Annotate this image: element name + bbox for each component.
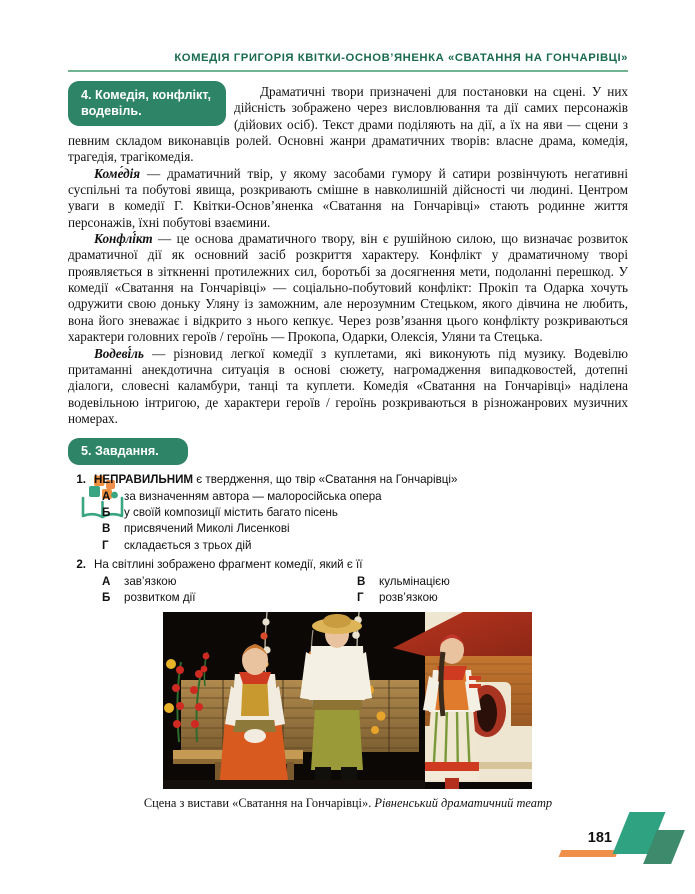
task-1-prompt-strong: НЕПРАВИЛЬНИМ <box>94 473 194 486</box>
task-2-number: 2. <box>76 558 86 571</box>
term-comedy-definition: — драматичний твір, у якому засобами гумору й сатири розвінчують негативні суспільні та побутові явища, розкривають смішне в навколишній дійсності чи людині. Центром уваги в комедії Г. Квітки-Основ’яненка «Сватання на Гончарівці» стають родинне життя персонажів, їхні побутові взаємини. <box>68 165 628 230</box>
task-1-option-g-letter: Г <box>102 538 109 552</box>
task-1-option-v-label: присвячений Миколі Лисенкові <box>124 522 290 536</box>
task-1-prompt-rest: є твердження, що твір «Сватання на Гончарівці» <box>193 473 458 486</box>
task-2-option-a-label: зав’язкою <box>124 574 177 588</box>
section-heading-5: 5. Завдання. <box>68 438 188 465</box>
term-comedy: Коме́дія <box>94 165 141 181</box>
task-2-option-g[interactable] <box>357 590 438 606</box>
task-2-option-b-letter: Б <box>102 590 111 604</box>
task-2-option-b-label: розвитком дії <box>124 590 196 604</box>
theatre-scene-photo <box>163 612 532 789</box>
photo-caption <box>68 796 628 811</box>
task-2-option-v[interactable] <box>357 574 450 590</box>
task-1-option-v-letter: В <box>102 522 111 536</box>
task-2-option-v-letter: В <box>357 574 366 588</box>
task-2 <box>68 557 628 606</box>
task-1-option-b-letter: Б <box>102 505 111 519</box>
term-vaudeville-definition: — різновид легкої комедії з куплетами, які виконують під музику. Водевілю притаманні анекдотична ситуація в основі сюжету, нагромадження випадковостей, дотепні діалоги, словесні каламбури, танці та куплети. Комедія «Сватання на Гончарівці» наділена водевільною інтригою, де характери героїв / героїнь розкриваються в різножанрових музичних номерах. <box>68 345 628 426</box>
task-1-option-b-label: у своїй композиції містить багато пісень <box>124 505 338 519</box>
task-1-option-a-label: за визначенням автора — малоросійська опера <box>124 489 382 503</box>
term-vaudeville: Водеві́ль <box>94 345 144 361</box>
task-1 <box>68 472 628 554</box>
paragraph-vaudeville <box>68 346 628 428</box>
task-2-option-g-letter: Г <box>357 590 364 604</box>
task-2-option-b[interactable] <box>102 590 357 606</box>
task-1-number: 1. <box>76 473 86 486</box>
task-2-option-a-letter: А <box>102 574 111 588</box>
task-1-prompt-text <box>94 472 628 489</box>
task-2-option-a[interactable] <box>102 574 357 590</box>
photo-caption-source: Рівненський драматичний театр <box>374 796 553 810</box>
section-heading-4: 4. Комедія, конфлікт, водевіль. <box>68 81 226 126</box>
task-2-option-row-2 <box>68 590 628 606</box>
running-head: КОМЕДІЯ ГРИГОРІЯ КВІТКИ-ОСНОВ’ЯНЕНКА «СВАТАННЯ НА ГОНЧАРІВЦІ» <box>174 52 628 64</box>
photo-caption-plain: Сцена з вистави «Сватання на Гончарівці». <box>143 796 375 810</box>
task-1-option-a[interactable] <box>68 489 628 505</box>
task-1-option-g[interactable] <box>68 538 628 554</box>
footer-orange-bar-decor <box>559 850 619 857</box>
paragraph-drama-intro: Драматичні твори призначені для постановки на сцені. У них дійсність зображено через висловлювання та дії самих персонажів (дійових осіб). Текст драми поділяють на дії, а їх на яви — сцени з певним складом виконавців ролей. Основні жанри драматичних творів: власне драма, комедія, трагедія, трагікомедія. <box>68 84 628 165</box>
pill-text-wrap-spacer <box>68 84 234 128</box>
task-2-prompt <box>68 557 628 574</box>
task-1-option-b[interactable] <box>68 505 628 521</box>
task-2-prompt-text: На світлині зображено фрагмент комедії, який є її <box>94 558 363 571</box>
task-2-option-g-label: розв’язкою <box>379 590 438 604</box>
paragraph-conflict <box>68 231 628 345</box>
header-rule <box>68 70 628 72</box>
task-1-option-a-letter: А <box>102 489 111 503</box>
term-conflict: Конфлі́кт <box>94 231 153 247</box>
task-2-option-v-label: кульмінацією <box>379 574 450 588</box>
task-2-option-row-1 <box>68 574 628 590</box>
paragraph-comedy <box>68 166 628 231</box>
task-1-prompt <box>68 472 628 489</box>
task-1-option-v[interactable] <box>68 521 628 537</box>
page-number: 181 <box>587 830 612 846</box>
body-text-column <box>68 84 628 427</box>
term-conflict-definition: — це основа драматичного твору, він є рушійною силою, що визначає розвиток драматичної дії як основний засіб розкриття характеру. Конфлікт у драматичному творі проявляється в зіткненні протилежних сил, боротьбі за досягнення мети, подоланні перешкод. У комедії «Сватання на Гончарівці» — соціально-побутовий конфлікт: Прокіп та Одарка хочуть одружити свою доньку Уляну із заможним, але нерозумним Стецьком, якого дівчина не любить, вона його зневажає і відкрито з нього кепкує. Через розв’язання цього конфлікту розкриваються характери головних героїв / героїнь — Прокопа, Одарки, Олексія, Уляни та Стецька. <box>68 231 628 345</box>
task-1-option-g-label: складається з трьох дій <box>124 538 252 552</box>
